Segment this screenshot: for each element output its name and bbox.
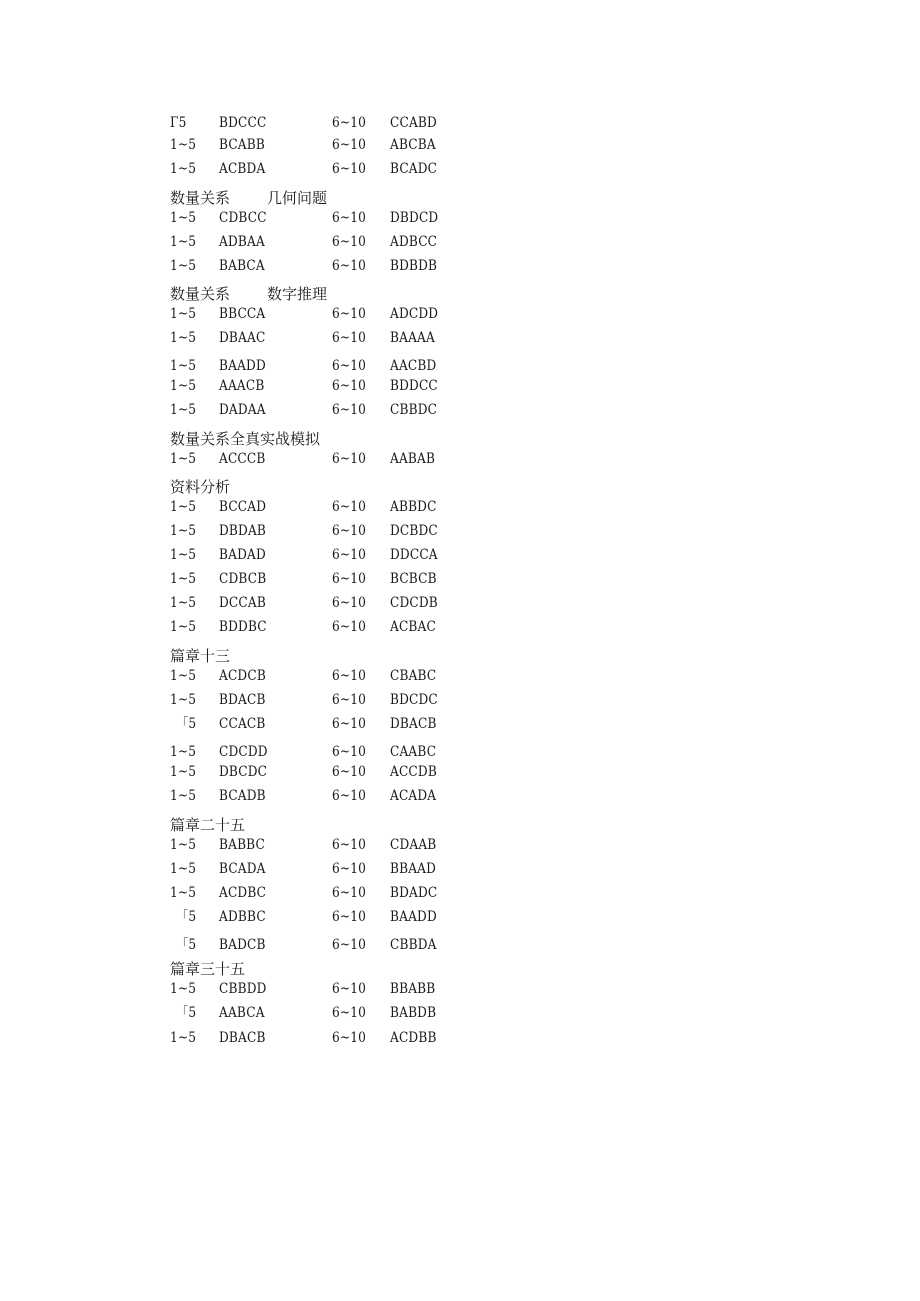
range-6-10: 6~10	[332, 358, 367, 374]
heading-title: 篇章二十五	[170, 816, 246, 834]
answers-6-10: DCBDC	[390, 523, 438, 539]
answers-1-5: ACDCB	[219, 668, 266, 684]
answers-6-10: ACBAC	[390, 619, 436, 635]
answers-1-5: BCADB	[219, 788, 266, 804]
section-heading	[170, 188, 328, 208]
section-heading	[170, 646, 230, 666]
answers-1-5: ACBDA	[219, 161, 266, 177]
answers-1-5: DBACB	[219, 1030, 266, 1046]
answers-1-5: DCCAB	[219, 595, 266, 611]
answers-6-10: BDCDC	[390, 692, 438, 708]
range-6-10: 6~10	[332, 571, 367, 587]
heading-title: 数量关系全真实战模拟	[170, 430, 321, 448]
answers-1-5: BCCAD	[219, 499, 267, 515]
answers-6-10: CDCDB	[390, 595, 438, 611]
answers-6-10: ACDBB	[390, 1030, 437, 1046]
range-6-10: 6~10	[332, 161, 367, 177]
range-6-10: 6~10	[332, 1005, 367, 1021]
range-1-5: 1~5	[170, 137, 197, 153]
range-1-5: 1~5	[170, 258, 197, 274]
answers-6-10: CBBDA	[390, 937, 437, 953]
range-1-5: 1~5	[170, 402, 197, 418]
range-6-10: 6~10	[332, 1030, 367, 1046]
range-1-5: 1~5	[170, 837, 197, 853]
range-6-10: 6~10	[332, 885, 367, 901]
range-1-5: 1~5	[170, 744, 197, 760]
range-6-10: 6~10	[332, 234, 367, 250]
answers-1-5: BBCCA	[219, 306, 266, 322]
range-1-5: 1~5	[170, 523, 197, 539]
answers-1-5: BADCB	[219, 937, 266, 953]
range-1-5: Γ5	[170, 115, 187, 131]
range-1-5: 1~5	[170, 451, 197, 467]
answers-6-10: DDCCA	[390, 547, 438, 563]
range-6-10: 6~10	[332, 861, 367, 877]
range-6-10: 6~10	[332, 937, 367, 953]
heading-title: 篇章十三	[170, 647, 231, 665]
heading-right: 几何问题	[267, 189, 328, 207]
answers-6-10: DBDCD	[390, 210, 439, 226]
range-6-10: 6~10	[332, 744, 367, 760]
range-6-10: 6~10	[332, 451, 367, 467]
answers-6-10: CBABC	[390, 668, 437, 684]
answers-1-5: ACDBC	[219, 885, 267, 901]
answers-1-5: BDCCC	[219, 115, 267, 131]
answers-6-10: BAAAA	[390, 330, 435, 346]
answers-1-5: CDCDD	[219, 744, 268, 760]
section-heading	[170, 284, 328, 304]
answers-1-5: CBBDD	[219, 981, 267, 997]
section-heading	[170, 815, 245, 835]
heading-left: 数量关系	[170, 285, 231, 303]
section-heading	[170, 959, 245, 979]
range-1-5: 「5	[176, 716, 197, 732]
answers-6-10: AACBD	[390, 358, 437, 374]
answers-1-5: BDACB	[219, 692, 266, 708]
range-1-5: 1~5	[170, 210, 197, 226]
answers-6-10: DBACB	[390, 716, 437, 732]
range-1-5: 1~5	[170, 692, 197, 708]
range-6-10: 6~10	[332, 523, 367, 539]
range-6-10: 6~10	[332, 137, 367, 153]
answers-6-10: ABBDC	[390, 499, 437, 515]
range-6-10: 6~10	[332, 764, 367, 780]
answers-1-5: BABCA	[219, 258, 265, 274]
range-1-5: 1~5	[170, 499, 197, 515]
answers-6-10: CBBDC	[390, 402, 438, 418]
answers-6-10: BDDCC	[390, 378, 438, 394]
range-1-5: 1~5	[170, 161, 197, 177]
answers-1-5: DBAAC	[219, 330, 266, 346]
range-1-5: 1~5	[170, 861, 197, 877]
answers-1-5: AABCA	[219, 1005, 265, 1021]
answers-1-5: AAACB	[219, 378, 265, 394]
range-6-10: 6~10	[332, 595, 367, 611]
range-1-5: 「5	[176, 909, 197, 925]
answers-1-5: ADBAA	[219, 234, 265, 250]
range-1-5: 1~5	[170, 885, 197, 901]
answers-6-10: ADCDD	[390, 306, 439, 322]
range-1-5: 1~5	[170, 1030, 197, 1046]
answers-1-5: CDBCC	[219, 210, 267, 226]
range-6-10: 6~10	[332, 788, 367, 804]
range-1-5: 1~5	[170, 981, 197, 997]
answers-1-5: BCADA	[219, 861, 266, 877]
answers-1-5: CDBCB	[219, 571, 267, 587]
range-1-5: 1~5	[170, 234, 197, 250]
range-1-5: 1~5	[170, 330, 197, 346]
heading-left: 数量关系	[170, 189, 231, 207]
range-6-10: 6~10	[332, 981, 367, 997]
range-6-10: 6~10	[332, 378, 367, 394]
answers-6-10: BCADC	[390, 161, 438, 177]
range-1-5: 1~5	[170, 571, 197, 587]
range-6-10: 6~10	[332, 692, 367, 708]
range-1-5: 1~5	[170, 668, 197, 684]
answers-1-5: BDDBC	[219, 619, 267, 635]
heading-right: 数字推理	[267, 285, 328, 303]
answers-6-10: CCABD	[390, 115, 437, 131]
answers-6-10: CAABC	[390, 744, 437, 760]
answers-1-5: DBDAB	[219, 523, 267, 539]
answers-1-5: BAADD	[219, 358, 266, 374]
section-heading	[170, 429, 320, 449]
range-1-5: 1~5	[170, 378, 197, 394]
answers-1-5: BADAD	[219, 547, 266, 563]
range-1-5: 1~5	[170, 306, 197, 322]
answers-1-5: DADAA	[219, 402, 266, 418]
range-1-5: 1~5	[170, 547, 197, 563]
answers-6-10: ACCDB	[390, 764, 437, 780]
range-6-10: 6~10	[332, 402, 367, 418]
answers-1-5: DBCDC	[219, 764, 268, 780]
range-6-10: 6~10	[332, 210, 367, 226]
range-6-10: 6~10	[332, 330, 367, 346]
answers-6-10: AABAB	[390, 451, 436, 467]
range-6-10: 6~10	[332, 668, 367, 684]
answers-1-5: ACCCB	[219, 451, 266, 467]
range-6-10: 6~10	[332, 499, 367, 515]
range-6-10: 6~10	[332, 619, 367, 635]
answers-1-5: BCABB	[219, 137, 265, 153]
range-6-10: 6~10	[332, 837, 367, 853]
range-1-5: 1~5	[170, 764, 197, 780]
answers-6-10: BBAAD	[390, 861, 437, 877]
range-1-5: 「5	[176, 1005, 197, 1021]
heading-title: 篇章三十五	[170, 960, 246, 978]
range-6-10: 6~10	[332, 306, 367, 322]
range-1-5: 1~5	[170, 788, 197, 804]
answers-6-10: BDADC	[390, 885, 438, 901]
answers-1-5: CCACB	[219, 716, 266, 732]
range-1-5: 「5	[176, 937, 197, 953]
answers-6-10: CDAAB	[390, 837, 437, 853]
range-6-10: 6~10	[332, 258, 367, 274]
answers-6-10: BABDB	[390, 1005, 437, 1021]
range-1-5: 1~5	[170, 619, 197, 635]
answers-6-10: ACADA	[390, 788, 437, 804]
answers-6-10: BCBCB	[390, 571, 437, 587]
range-6-10: 6~10	[332, 547, 367, 563]
range-6-10: 6~10	[332, 909, 367, 925]
answers-1-5: BABBC	[219, 837, 265, 853]
heading-title: 资料分析	[170, 478, 231, 496]
answers-6-10: BBABB	[390, 981, 436, 997]
range-6-10: 6~10	[332, 115, 367, 131]
range-1-5: 1~5	[170, 358, 197, 374]
answers-6-10: ABCBA	[390, 137, 436, 153]
section-heading	[170, 477, 230, 497]
answers-6-10: ADBCC	[390, 234, 438, 250]
answers-6-10: BDBDB	[390, 258, 438, 274]
answers-1-5: ADBBC	[219, 909, 266, 925]
range-6-10: 6~10	[332, 716, 367, 732]
answers-6-10: BAADD	[390, 909, 437, 925]
range-1-5: 1~5	[170, 595, 197, 611]
